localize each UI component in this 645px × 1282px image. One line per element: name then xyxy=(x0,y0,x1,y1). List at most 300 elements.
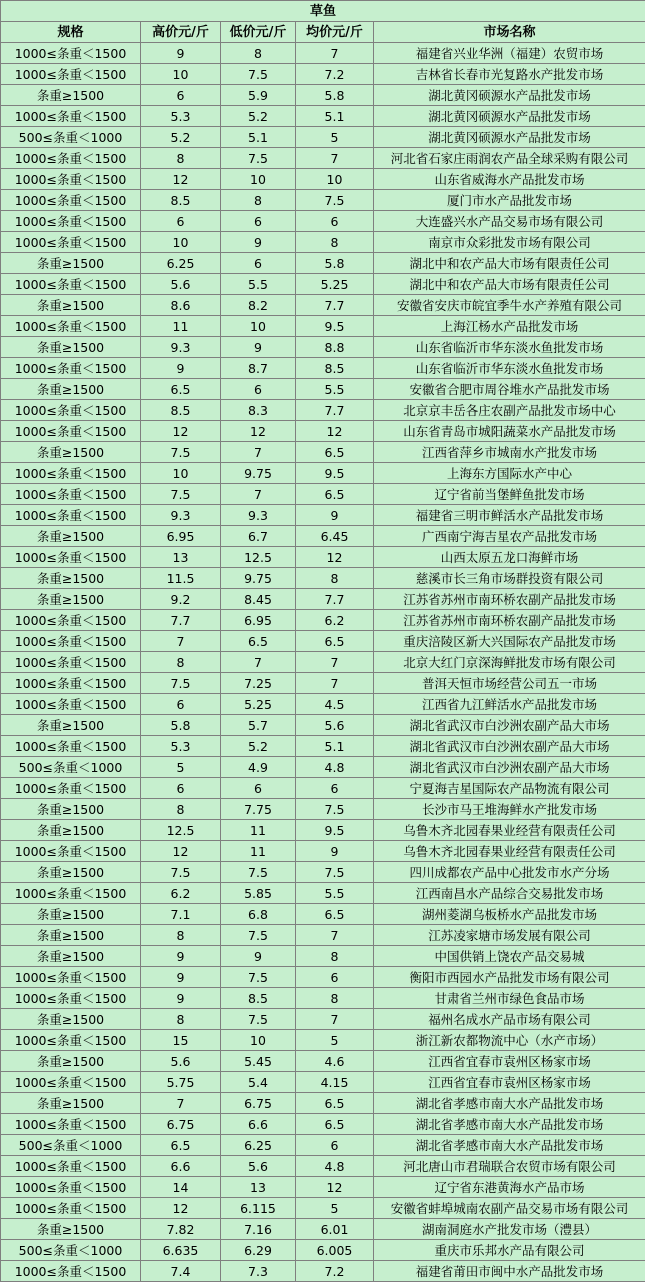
cell-market-name: 湖北黄冈硕源水产品批发市场 xyxy=(374,127,645,148)
table-row xyxy=(1,967,645,988)
cell-market-name: 甘肃省兰州市绿色食品市场 xyxy=(374,988,645,1009)
cell-avg-price: 6.5 xyxy=(296,1093,374,1114)
cell-market-name: 宁夏海吉星国际农产品物流有限公司 xyxy=(374,778,645,799)
cell-spec: 1000≤条重＜1500 xyxy=(1,1198,141,1219)
cell-low-price: 10 xyxy=(221,1030,296,1051)
table-row xyxy=(1,211,645,232)
cell-market-name: 河北省石家庄雨润农产品全球采购有限公司 xyxy=(374,148,645,169)
cell-low-price: 8.45 xyxy=(221,589,296,610)
cell-low-price: 12 xyxy=(221,421,296,442)
cell-low-price: 8.5 xyxy=(221,988,296,1009)
cell-avg-price: 6.45 xyxy=(296,526,374,547)
table-body xyxy=(1,43,645,1282)
cell-high-price: 8 xyxy=(141,925,221,946)
cell-low-price: 11 xyxy=(221,841,296,862)
cell-low-price: 11 xyxy=(221,820,296,841)
table-row xyxy=(1,1072,645,1093)
cell-low-price: 8.2 xyxy=(221,295,296,316)
table-row xyxy=(1,1051,645,1072)
cell-high-price: 5.3 xyxy=(141,106,221,127)
cell-high-price: 6.5 xyxy=(141,379,221,400)
cell-low-price: 7 xyxy=(221,652,296,673)
cell-spec: 1000≤条重＜1500 xyxy=(1,148,141,169)
cell-low-price: 9.75 xyxy=(221,463,296,484)
cell-market-name: 上海东方国际水产中心 xyxy=(374,463,645,484)
cell-high-price: 5.8 xyxy=(141,715,221,736)
cell-market-name: 河北唐山市君瑞联合农贸市场有限公司 xyxy=(374,1156,645,1177)
cell-low-price: 5.6 xyxy=(221,1156,296,1177)
cell-avg-price: 5 xyxy=(296,1030,374,1051)
cell-market-name: 北京京丰岳各庄农副产品批发市场中心 xyxy=(374,400,645,421)
cell-avg-price: 4.8 xyxy=(296,757,374,778)
cell-high-price: 7.82 xyxy=(141,1219,221,1240)
cell-low-price: 6 xyxy=(221,778,296,799)
cell-high-price: 7 xyxy=(141,1093,221,1114)
table-row xyxy=(1,85,645,106)
table-row xyxy=(1,883,645,904)
cell-market-name: 湖北省武汉市白沙洲农副产品大市场 xyxy=(374,736,645,757)
cell-low-price: 8.7 xyxy=(221,358,296,379)
cell-avg-price: 4.5 xyxy=(296,694,374,715)
cell-high-price: 11.5 xyxy=(141,568,221,589)
table-row xyxy=(1,43,645,64)
cell-avg-price: 5.5 xyxy=(296,883,374,904)
cell-market-name: 江西省宜春市袁州区杨家市场 xyxy=(374,1072,645,1093)
cell-avg-price: 5.5 xyxy=(296,379,374,400)
cell-high-price: 7.5 xyxy=(141,484,221,505)
cell-spec: 1000≤条重＜1500 xyxy=(1,694,141,715)
table-row xyxy=(1,568,645,589)
cell-market-name: 山东省临沂市华东淡水鱼批发市场 xyxy=(374,337,645,358)
cell-spec: 1000≤条重＜1500 xyxy=(1,1156,141,1177)
cell-avg-price: 6 xyxy=(296,967,374,988)
table-row xyxy=(1,106,645,127)
cell-market-name: 上海江杨水产品批发市场 xyxy=(374,316,645,337)
table-row xyxy=(1,1198,645,1219)
table-row xyxy=(1,1177,645,1198)
table-row xyxy=(1,337,645,358)
cell-market-name: 江西南昌水产品综合交易批发市场 xyxy=(374,883,645,904)
cell-avg-price: 9.5 xyxy=(296,463,374,484)
cell-spec: 1000≤条重＜1500 xyxy=(1,1261,141,1282)
cell-high-price: 5.3 xyxy=(141,736,221,757)
cell-low-price: 6.29 xyxy=(221,1240,296,1261)
table-row xyxy=(1,505,645,526)
cell-spec: 条重≥1500 xyxy=(1,85,141,106)
cell-avg-price: 6.005 xyxy=(296,1240,374,1261)
cell-market-name: 广西南宁海吉星农产品批发市场 xyxy=(374,526,645,547)
cell-avg-price: 7 xyxy=(296,925,374,946)
cell-low-price: 9 xyxy=(221,337,296,358)
table-row xyxy=(1,820,645,841)
cell-avg-price: 5 xyxy=(296,127,374,148)
table-row xyxy=(1,232,645,253)
table-row xyxy=(1,253,645,274)
cell-high-price: 12.5 xyxy=(141,820,221,841)
cell-market-name: 浙江新农都物流中心（水产市场） xyxy=(374,1030,645,1051)
table-title: 草鱼 xyxy=(1,1,645,22)
table-row xyxy=(1,547,645,568)
table-row xyxy=(1,694,645,715)
cell-market-name: 江西省萍乡市城南水产批发市场 xyxy=(374,442,645,463)
cell-high-price: 10 xyxy=(141,64,221,85)
cell-avg-price: 6 xyxy=(296,211,374,232)
cell-spec: 1000≤条重＜1500 xyxy=(1,778,141,799)
cell-market-name: 湖北中和农产品大市场有限责任公司 xyxy=(374,253,645,274)
cell-market-name: 湖北省孝感市南大水产品批发市场 xyxy=(374,1135,645,1156)
cell-avg-price: 6.01 xyxy=(296,1219,374,1240)
cell-low-price: 7.5 xyxy=(221,1009,296,1030)
table-row xyxy=(1,841,645,862)
cell-high-price: 6.5 xyxy=(141,1135,221,1156)
cell-avg-price: 12 xyxy=(296,421,374,442)
cell-low-price: 6.95 xyxy=(221,610,296,631)
cell-spec: 1000≤条重＜1500 xyxy=(1,1177,141,1198)
cell-market-name: 江苏省苏州市南环桥农副产品批发市场 xyxy=(374,610,645,631)
cell-spec: 1000≤条重＜1500 xyxy=(1,841,141,862)
cell-low-price: 10 xyxy=(221,316,296,337)
cell-avg-price: 7.7 xyxy=(296,400,374,421)
cell-avg-price: 6.5 xyxy=(296,631,374,652)
cell-market-name: 江苏省苏州市南环桥农副产品批发市场 xyxy=(374,589,645,610)
cell-avg-price: 7.7 xyxy=(296,589,374,610)
table-row xyxy=(1,862,645,883)
cell-market-name: 安徽省蚌埠城南农副产品交易市场有限公司 xyxy=(374,1198,645,1219)
cell-market-name: 长沙市马王堆海鲜水产批发市场 xyxy=(374,799,645,820)
cell-spec: 500≤条重＜1000 xyxy=(1,1135,141,1156)
cell-high-price: 8.5 xyxy=(141,400,221,421)
cell-spec: 1000≤条重＜1500 xyxy=(1,232,141,253)
cell-market-name: 乌鲁木齐北园春果业经营有限责任公司 xyxy=(374,820,645,841)
cell-spec: 1000≤条重＜1500 xyxy=(1,316,141,337)
cell-low-price: 7.16 xyxy=(221,1219,296,1240)
cell-market-name: 湖北省武汉市白沙洲农副产品大市场 xyxy=(374,757,645,778)
cell-market-name: 普洱天恒市场经营公司五一市场 xyxy=(374,673,645,694)
cell-avg-price: 12 xyxy=(296,1177,374,1198)
table-row xyxy=(1,64,645,85)
cell-low-price: 5.45 xyxy=(221,1051,296,1072)
cell-spec: 1000≤条重＜1500 xyxy=(1,1072,141,1093)
cell-market-name: 辽宁省东港黄海水产品市场 xyxy=(374,1177,645,1198)
cell-low-price: 7.5 xyxy=(221,862,296,883)
table-row xyxy=(1,1156,645,1177)
cell-avg-price: 7.5 xyxy=(296,190,374,211)
table-row xyxy=(1,715,645,736)
table-row xyxy=(1,169,645,190)
cell-market-name: 慈溪市长三角市场群投资有限公司 xyxy=(374,568,645,589)
cell-high-price: 7.5 xyxy=(141,442,221,463)
header-low-price: 低价元/斤 xyxy=(221,22,296,43)
cell-low-price: 7 xyxy=(221,442,296,463)
cell-high-price: 15 xyxy=(141,1030,221,1051)
cell-spec: 条重≥1500 xyxy=(1,589,141,610)
table-row xyxy=(1,190,645,211)
cell-avg-price: 4.15 xyxy=(296,1072,374,1093)
table-row xyxy=(1,127,645,148)
cell-spec: 500≤条重＜1000 xyxy=(1,1240,141,1261)
cell-avg-price: 7.5 xyxy=(296,799,374,820)
table-row xyxy=(1,1093,645,1114)
table-row xyxy=(1,988,645,1009)
table-row xyxy=(1,295,645,316)
cell-high-price: 6 xyxy=(141,85,221,106)
cell-low-price: 5.5 xyxy=(221,274,296,295)
cell-avg-price: 9 xyxy=(296,841,374,862)
cell-high-price: 9 xyxy=(141,967,221,988)
cell-spec: 1000≤条重＜1500 xyxy=(1,1030,141,1051)
cell-spec: 500≤条重＜1000 xyxy=(1,127,141,148)
cell-high-price: 11 xyxy=(141,316,221,337)
cell-avg-price: 5.8 xyxy=(296,253,374,274)
cell-high-price: 6.635 xyxy=(141,1240,221,1261)
cell-avg-price: 8 xyxy=(296,988,374,1009)
cell-low-price: 6.8 xyxy=(221,904,296,925)
table-row xyxy=(1,757,645,778)
cell-high-price: 14 xyxy=(141,1177,221,1198)
cell-spec: 1000≤条重＜1500 xyxy=(1,169,141,190)
cell-market-name: 安徽省安庆市皖宜季牛水产养殖有限公司 xyxy=(374,295,645,316)
cell-avg-price: 5.8 xyxy=(296,85,374,106)
cell-low-price: 7.5 xyxy=(221,925,296,946)
cell-high-price: 7.7 xyxy=(141,610,221,631)
cell-low-price: 7.5 xyxy=(221,148,296,169)
cell-low-price: 7.75 xyxy=(221,799,296,820)
cell-high-price: 12 xyxy=(141,169,221,190)
cell-market-name: 山西太原五龙口海鲜市场 xyxy=(374,547,645,568)
cell-low-price: 9 xyxy=(221,946,296,967)
cell-low-price: 5.7 xyxy=(221,715,296,736)
table-row xyxy=(1,421,645,442)
cell-avg-price: 5 xyxy=(296,1198,374,1219)
cell-avg-price: 6 xyxy=(296,1135,374,1156)
cell-low-price: 7.3 xyxy=(221,1261,296,1282)
cell-low-price: 12.5 xyxy=(221,547,296,568)
table-row xyxy=(1,1135,645,1156)
cell-high-price: 9.3 xyxy=(141,337,221,358)
cell-market-name: 安徽省合肥市周谷堆水产品批发市场 xyxy=(374,379,645,400)
cell-spec: 1000≤条重＜1500 xyxy=(1,652,141,673)
table-row xyxy=(1,1030,645,1051)
cell-low-price: 7.5 xyxy=(221,967,296,988)
cell-low-price: 8 xyxy=(221,43,296,64)
cell-avg-price: 7 xyxy=(296,673,374,694)
cell-high-price: 12 xyxy=(141,1198,221,1219)
cell-avg-price: 7.2 xyxy=(296,64,374,85)
cell-market-name: 乌鲁木齐北园春果业经营有限责任公司 xyxy=(374,841,645,862)
cell-market-name: 湖北省孝感市南大水产品批发市场 xyxy=(374,1093,645,1114)
cell-high-price: 6 xyxy=(141,778,221,799)
cell-high-price: 7.5 xyxy=(141,862,221,883)
cell-high-price: 6.25 xyxy=(141,253,221,274)
cell-market-name: 山东省临沂市华东淡水鱼批发市场 xyxy=(374,358,645,379)
cell-spec: 1000≤条重＜1500 xyxy=(1,43,141,64)
cell-high-price: 8 xyxy=(141,652,221,673)
cell-spec: 1000≤条重＜1500 xyxy=(1,610,141,631)
cell-high-price: 6 xyxy=(141,694,221,715)
table-row xyxy=(1,631,645,652)
cell-high-price: 5.2 xyxy=(141,127,221,148)
cell-high-price: 9 xyxy=(141,358,221,379)
cell-low-price: 8 xyxy=(221,190,296,211)
cell-low-price: 6.115 xyxy=(221,1198,296,1219)
cell-high-price: 12 xyxy=(141,841,221,862)
cell-high-price: 9 xyxy=(141,988,221,1009)
cell-spec: 条重≥1500 xyxy=(1,1219,141,1240)
cell-avg-price: 4.6 xyxy=(296,1051,374,1072)
table-row xyxy=(1,799,645,820)
table-title-row xyxy=(1,1,645,22)
cell-low-price: 13 xyxy=(221,1177,296,1198)
table-header-row xyxy=(1,22,645,43)
cell-high-price: 6 xyxy=(141,211,221,232)
cell-high-price: 9 xyxy=(141,43,221,64)
cell-market-name: 山东省青岛市城阳蔬菜水产品批发市场 xyxy=(374,421,645,442)
cell-market-name: 福建省三明市鲜活水产品批发市场 xyxy=(374,505,645,526)
table-row xyxy=(1,358,645,379)
cell-market-name: 湖北黄冈硕源水产品批发市场 xyxy=(374,85,645,106)
table-row xyxy=(1,1240,645,1261)
cell-low-price: 6 xyxy=(221,211,296,232)
cell-spec: 1000≤条重＜1500 xyxy=(1,358,141,379)
cell-spec: 条重≥1500 xyxy=(1,295,141,316)
cell-high-price: 8 xyxy=(141,148,221,169)
cell-market-name: 江西省宜春市袁州区杨家市场 xyxy=(374,1051,645,1072)
cell-spec: 1000≤条重＜1500 xyxy=(1,988,141,1009)
cell-avg-price: 5.6 xyxy=(296,715,374,736)
cell-avg-price: 9.5 xyxy=(296,820,374,841)
table-row xyxy=(1,1219,645,1240)
cell-low-price: 6.75 xyxy=(221,1093,296,1114)
cell-spec: 1000≤条重＜1500 xyxy=(1,505,141,526)
cell-avg-price: 4.8 xyxy=(296,1156,374,1177)
cell-spec: 1000≤条重＜1500 xyxy=(1,64,141,85)
cell-market-name: 江苏凌家塘市场发展有限公司 xyxy=(374,925,645,946)
cell-avg-price: 9 xyxy=(296,505,374,526)
cell-low-price: 6.7 xyxy=(221,526,296,547)
cell-avg-price: 8 xyxy=(296,568,374,589)
cell-low-price: 8.3 xyxy=(221,400,296,421)
table-row xyxy=(1,463,645,484)
cell-high-price: 6.95 xyxy=(141,526,221,547)
header-high-price: 高价元/斤 xyxy=(141,22,221,43)
cell-low-price: 6.25 xyxy=(221,1135,296,1156)
cell-high-price: 10 xyxy=(141,232,221,253)
cell-market-name: 湖州菱湖乌板桥水产品批发市场 xyxy=(374,904,645,925)
cell-market-name: 湖南洞庭水产批发市场（澧县） xyxy=(374,1219,645,1240)
cell-low-price: 6 xyxy=(221,253,296,274)
cell-spec: 条重≥1500 xyxy=(1,442,141,463)
table-row xyxy=(1,274,645,295)
cell-spec: 条重≥1500 xyxy=(1,1051,141,1072)
cell-high-price: 7.1 xyxy=(141,904,221,925)
cell-market-name: 辽宁省前当堡鲜鱼批发市场 xyxy=(374,484,645,505)
table-row xyxy=(1,946,645,967)
table-row xyxy=(1,400,645,421)
cell-avg-price: 8.5 xyxy=(296,358,374,379)
table-row xyxy=(1,610,645,631)
cell-avg-price: 6.5 xyxy=(296,484,374,505)
cell-spec: 条重≥1500 xyxy=(1,862,141,883)
table-row xyxy=(1,673,645,694)
table-row xyxy=(1,778,645,799)
cell-spec: 条重≥1500 xyxy=(1,379,141,400)
cell-market-name: 中国供销上饶农产品交易城 xyxy=(374,946,645,967)
cell-avg-price: 6 xyxy=(296,778,374,799)
cell-spec: 1000≤条重＜1500 xyxy=(1,400,141,421)
cell-low-price: 5.2 xyxy=(221,106,296,127)
table-row xyxy=(1,736,645,757)
header-spec: 规格 xyxy=(1,22,141,43)
cell-low-price: 5.9 xyxy=(221,85,296,106)
cell-spec: 条重≥1500 xyxy=(1,1009,141,1030)
cell-low-price: 5.4 xyxy=(221,1072,296,1093)
table-row xyxy=(1,1009,645,1030)
cell-avg-price: 9.5 xyxy=(296,316,374,337)
cell-spec: 1000≤条重＜1500 xyxy=(1,883,141,904)
header-market-name: 市场名称 xyxy=(374,22,645,43)
cell-high-price: 8 xyxy=(141,1009,221,1030)
cell-high-price: 6.6 xyxy=(141,1156,221,1177)
cell-low-price: 4.9 xyxy=(221,757,296,778)
cell-low-price: 5.25 xyxy=(221,694,296,715)
cell-spec: 1000≤条重＜1500 xyxy=(1,421,141,442)
cell-spec: 1000≤条重＜1500 xyxy=(1,673,141,694)
cell-avg-price: 7 xyxy=(296,148,374,169)
cell-avg-price: 7.7 xyxy=(296,295,374,316)
cell-avg-price: 7 xyxy=(296,652,374,673)
cell-spec: 500≤条重＜1000 xyxy=(1,757,141,778)
cell-avg-price: 7 xyxy=(296,43,374,64)
cell-high-price: 9.3 xyxy=(141,505,221,526)
cell-high-price: 5.6 xyxy=(141,274,221,295)
cell-high-price: 5 xyxy=(141,757,221,778)
cell-avg-price: 5.1 xyxy=(296,106,374,127)
cell-market-name: 吉林省长春市光复路水产批发市场 xyxy=(374,64,645,85)
cell-avg-price: 6.2 xyxy=(296,610,374,631)
cell-low-price: 6.5 xyxy=(221,631,296,652)
cell-high-price: 7 xyxy=(141,631,221,652)
cell-market-name: 山东省威海水产品批发市场 xyxy=(374,169,645,190)
cell-avg-price: 8 xyxy=(296,946,374,967)
table-row xyxy=(1,1261,645,1282)
cell-spec: 条重≥1500 xyxy=(1,799,141,820)
cell-market-name: 湖北中和农产品大市场有限责任公司 xyxy=(374,274,645,295)
cell-spec: 条重≥1500 xyxy=(1,946,141,967)
cell-low-price: 9.75 xyxy=(221,568,296,589)
cell-high-price: 9 xyxy=(141,946,221,967)
cell-avg-price: 5.1 xyxy=(296,736,374,757)
cell-avg-price: 8 xyxy=(296,232,374,253)
cell-spec: 1000≤条重＜1500 xyxy=(1,190,141,211)
cell-spec: 条重≥1500 xyxy=(1,337,141,358)
cell-spec: 1000≤条重＜1500 xyxy=(1,967,141,988)
cell-market-name: 衡阳市西园水产品批发市场有限公司 xyxy=(374,967,645,988)
cell-spec: 条重≥1500 xyxy=(1,904,141,925)
cell-avg-price: 7.5 xyxy=(296,862,374,883)
cell-spec: 条重≥1500 xyxy=(1,1093,141,1114)
cell-avg-price: 5.25 xyxy=(296,274,374,295)
cell-spec: 条重≥1500 xyxy=(1,925,141,946)
table-row xyxy=(1,1114,645,1135)
cell-market-name: 四川成都农产品中心批发市水产分场 xyxy=(374,862,645,883)
cell-market-name: 湖北省孝感市南大水产品批发市场 xyxy=(374,1114,645,1135)
cell-avg-price: 7.2 xyxy=(296,1261,374,1282)
table-row xyxy=(1,316,645,337)
cell-avg-price: 10 xyxy=(296,169,374,190)
cell-low-price: 10 xyxy=(221,169,296,190)
cell-low-price: 9 xyxy=(221,232,296,253)
cell-spec: 1000≤条重＜1500 xyxy=(1,547,141,568)
